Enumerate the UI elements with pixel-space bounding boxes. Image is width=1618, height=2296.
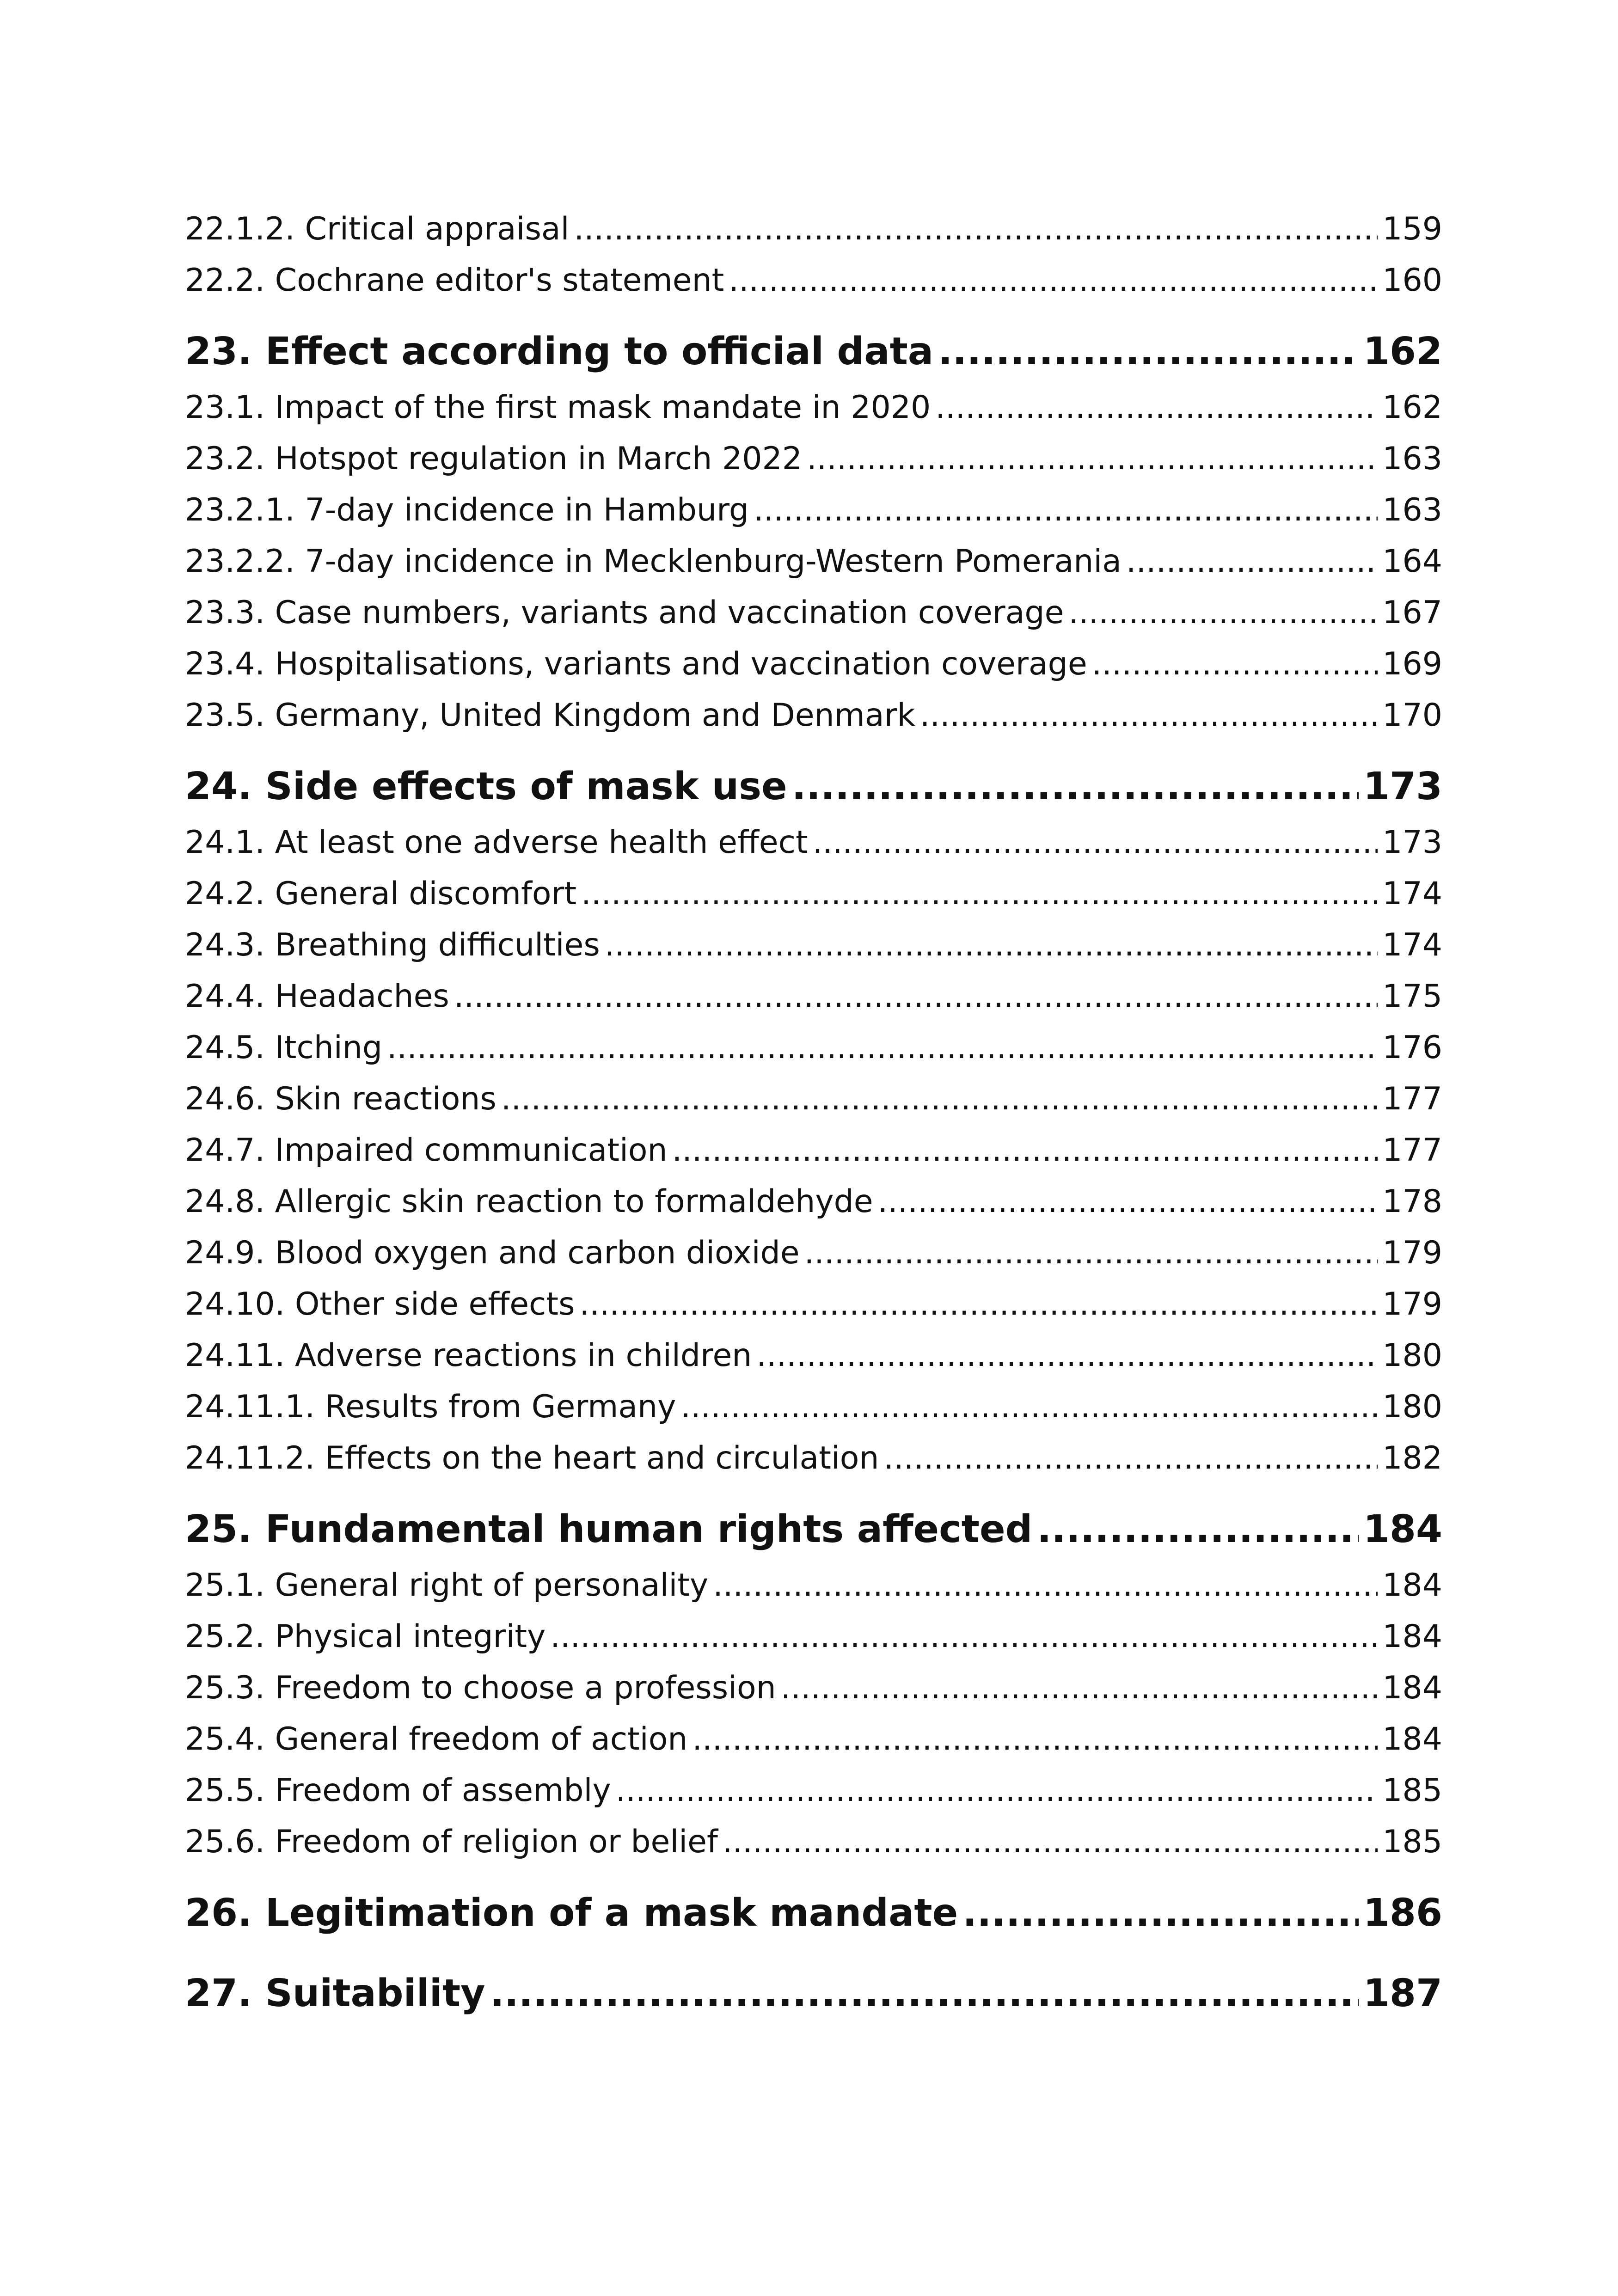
dot-leader bbox=[1037, 1500, 1359, 1560]
toc-entry-title: 23.2.2. 7-day incidence in Mecklenburg-Western Pomerania bbox=[185, 543, 1122, 580]
toc-entry-page-number: 174 bbox=[1382, 876, 1442, 912]
toc-entry[interactable] bbox=[185, 1560, 1442, 1611]
toc-entry-page-number: 187 bbox=[1363, 1971, 1442, 2015]
dot-leader bbox=[813, 817, 1378, 868]
dot-leader bbox=[807, 433, 1378, 484]
toc-entry[interactable] bbox=[185, 1227, 1442, 1279]
dot-leader bbox=[454, 971, 1378, 1022]
toc-entry-page-number: 162 bbox=[1363, 330, 1442, 373]
toc-entry[interactable] bbox=[185, 536, 1442, 587]
toc-entry-title: 23.5. Germany, United Kingdom and Denmark bbox=[185, 697, 915, 734]
toc-entry-page-number: 185 bbox=[1382, 1824, 1442, 1860]
dot-leader bbox=[574, 203, 1378, 255]
dot-leader bbox=[605, 919, 1378, 971]
dot-leader bbox=[692, 1714, 1378, 1765]
toc-entry-title: 25.2. Physical integrity bbox=[185, 1618, 546, 1655]
toc-entry-page-number: 164 bbox=[1382, 543, 1442, 580]
toc-entry-title: 24.1. At least one adverse health effect bbox=[185, 824, 808, 861]
toc-entry-page-number: 174 bbox=[1382, 927, 1442, 963]
toc-entry[interactable] bbox=[185, 484, 1442, 536]
dot-leader bbox=[754, 484, 1378, 536]
toc-entry[interactable] bbox=[185, 1330, 1442, 1381]
toc-entry[interactable] bbox=[185, 1125, 1442, 1176]
toc-entry-title: 23.1. Impact of the first mask mandate in 2020 bbox=[185, 389, 931, 426]
toc-entry-page-number: 176 bbox=[1382, 1029, 1442, 1066]
dot-leader bbox=[581, 868, 1378, 919]
toc-entry-page-number: 162 bbox=[1382, 389, 1442, 426]
toc-entry-page-number: 180 bbox=[1382, 1337, 1442, 1374]
dot-leader bbox=[501, 1073, 1378, 1125]
toc-entry-page-number: 184 bbox=[1382, 1670, 1442, 1706]
dot-leader bbox=[490, 1964, 1359, 2024]
toc-chapter-entry[interactable] bbox=[185, 322, 1442, 382]
dot-leader bbox=[729, 255, 1378, 306]
dot-leader bbox=[1092, 638, 1378, 690]
toc-entry-page-number: 163 bbox=[1382, 492, 1442, 528]
toc-entry-title: 24.2. General discomfort bbox=[185, 876, 577, 912]
toc-entry[interactable] bbox=[185, 587, 1442, 638]
toc-entry[interactable] bbox=[185, 433, 1442, 484]
toc-entry-title: 26. Legitimation of a mask mandate bbox=[185, 1891, 958, 1935]
toc-entry-title: 24.7. Impaired communication bbox=[185, 1132, 668, 1169]
toc-entry-page-number: 179 bbox=[1382, 1235, 1442, 1271]
dot-leader bbox=[792, 757, 1359, 817]
dot-leader bbox=[883, 1433, 1378, 1484]
dot-leader bbox=[920, 690, 1378, 741]
toc-entry-page-number: 173 bbox=[1363, 765, 1442, 808]
toc-entry-title: 24.8. Allergic skin reaction to formaldehyde bbox=[185, 1183, 873, 1220]
toc-entry[interactable] bbox=[185, 1433, 1442, 1484]
toc-entry-page-number: 178 bbox=[1382, 1183, 1442, 1220]
toc-entry-title: 25.1. General right of personality bbox=[185, 1567, 709, 1604]
toc-entry[interactable] bbox=[185, 817, 1442, 868]
toc-entry[interactable] bbox=[185, 382, 1442, 433]
toc-entry[interactable] bbox=[185, 1765, 1442, 1816]
toc-entry-page-number: 177 bbox=[1382, 1132, 1442, 1169]
toc-entry-page-number: 184 bbox=[1382, 1618, 1442, 1655]
toc-chapter-entry[interactable] bbox=[185, 757, 1442, 817]
toc-entry-title: 22.2. Cochrane editor's statement bbox=[185, 262, 724, 299]
dot-leader bbox=[962, 1883, 1359, 1943]
dot-leader bbox=[387, 1022, 1378, 1073]
toc-entry-title: 25.4. General freedom of action bbox=[185, 1721, 688, 1757]
toc-entry-title: 24.3. Breathing difficulties bbox=[185, 927, 600, 963]
toc-entry-page-number: 163 bbox=[1382, 441, 1442, 477]
toc-entry-page-number: 173 bbox=[1382, 824, 1442, 861]
toc-entry[interactable] bbox=[185, 868, 1442, 919]
dot-leader bbox=[1126, 536, 1378, 587]
toc-entry-page-number: 184 bbox=[1382, 1721, 1442, 1757]
dot-leader bbox=[878, 1176, 1378, 1227]
toc-entry-title: 23.2. Hotspot regulation in March 2022 bbox=[185, 441, 803, 477]
toc-entry-title: 24.11. Adverse reactions in children bbox=[185, 1337, 752, 1374]
toc-entry-title: 24. Side effects of mask use bbox=[185, 765, 787, 808]
toc-entry-title: 24.6. Skin reactions bbox=[185, 1081, 496, 1117]
toc-entry-title: 25.6. Freedom of religion or belief bbox=[185, 1824, 718, 1860]
toc-entry[interactable] bbox=[185, 1279, 1442, 1330]
dot-leader bbox=[1068, 587, 1378, 638]
toc-entry-page-number: 186 bbox=[1363, 1891, 1442, 1935]
table-of-contents bbox=[185, 203, 1442, 2024]
toc-entry[interactable] bbox=[185, 255, 1442, 306]
toc-entry-title: 23.2.1. 7-day incidence in Hamburg bbox=[185, 492, 749, 528]
toc-entry-title: 23.4. Hospitalisations, variants and vaccination coverage bbox=[185, 646, 1087, 682]
toc-entry[interactable] bbox=[185, 1073, 1442, 1125]
toc-entry-title: 22.1.2. Critical appraisal bbox=[185, 211, 570, 247]
toc-entry-title: 25. Fundamental human rights affected bbox=[185, 1507, 1033, 1551]
toc-entry[interactable] bbox=[185, 690, 1442, 741]
toc-entry[interactable] bbox=[185, 1381, 1442, 1433]
toc-entry-page-number: 167 bbox=[1382, 594, 1442, 631]
toc-entry[interactable] bbox=[185, 1611, 1442, 1662]
toc-entry-title: 24.9. Blood oxygen and carbon dioxide bbox=[185, 1235, 800, 1271]
toc-entry[interactable] bbox=[185, 203, 1442, 255]
dot-leader bbox=[580, 1279, 1378, 1330]
dot-leader bbox=[781, 1662, 1378, 1714]
toc-entry-page-number: 175 bbox=[1382, 978, 1442, 1015]
toc-entry[interactable] bbox=[185, 1662, 1442, 1714]
toc-entry-page-number: 170 bbox=[1382, 697, 1442, 734]
toc-entry-title: 24.11.2. Effects on the heart and circulation bbox=[185, 1440, 879, 1476]
toc-entry[interactable] bbox=[185, 1816, 1442, 1867]
dot-leader bbox=[672, 1125, 1378, 1176]
toc-entry[interactable] bbox=[185, 1176, 1442, 1227]
dot-leader bbox=[680, 1381, 1378, 1433]
toc-entry[interactable] bbox=[185, 971, 1442, 1022]
toc-entry-page-number: 177 bbox=[1382, 1081, 1442, 1117]
toc-chapter-entry[interactable] bbox=[185, 1500, 1442, 1560]
toc-entry[interactable] bbox=[185, 1022, 1442, 1073]
toc-chapter-entry[interactable] bbox=[185, 1883, 1442, 1943]
dot-leader bbox=[756, 1330, 1378, 1381]
toc-entry-page-number: 180 bbox=[1382, 1389, 1442, 1425]
dot-leader bbox=[935, 382, 1378, 433]
toc-entry-page-number: 184 bbox=[1382, 1567, 1442, 1604]
toc-entry-title: 25.3. Freedom to choose a profession bbox=[185, 1670, 776, 1706]
dot-leader bbox=[713, 1560, 1378, 1611]
toc-entry-title: 23.3. Case numbers, variants and vaccination coverage bbox=[185, 594, 1064, 631]
toc-entry-page-number: 184 bbox=[1363, 1507, 1442, 1551]
dot-leader bbox=[723, 1816, 1378, 1867]
toc-entry-title: 23. Effect according to official data bbox=[185, 330, 934, 373]
toc-entry-title: 24.10. Other side effects bbox=[185, 1286, 575, 1322]
dot-leader bbox=[804, 1227, 1378, 1279]
toc-entry-title: 27. Suitability bbox=[185, 1971, 485, 2015]
toc-entry-title: 24.11.1. Results from Germany bbox=[185, 1389, 676, 1425]
toc-entry-title: 25.5. Freedom of assembly bbox=[185, 1772, 611, 1809]
toc-entry[interactable] bbox=[185, 919, 1442, 971]
dot-leader bbox=[616, 1765, 1378, 1816]
toc-entry-page-number: 185 bbox=[1382, 1772, 1442, 1809]
toc-entry[interactable] bbox=[185, 638, 1442, 690]
dot-leader bbox=[938, 322, 1359, 382]
toc-entry-page-number: 159 bbox=[1382, 211, 1442, 247]
toc-entry-title: 24.5. Itching bbox=[185, 1029, 382, 1066]
toc-entry-page-number: 182 bbox=[1382, 1440, 1442, 1476]
toc-chapter-entry[interactable] bbox=[185, 1964, 1442, 2024]
toc-entry-page-number: 169 bbox=[1382, 646, 1442, 682]
toc-entry[interactable] bbox=[185, 1714, 1442, 1765]
toc-entry-page-number: 179 bbox=[1382, 1286, 1442, 1322]
dot-leader bbox=[550, 1611, 1378, 1662]
toc-entry-page-number: 160 bbox=[1382, 262, 1442, 299]
toc-entry-title: 24.4. Headaches bbox=[185, 978, 449, 1015]
